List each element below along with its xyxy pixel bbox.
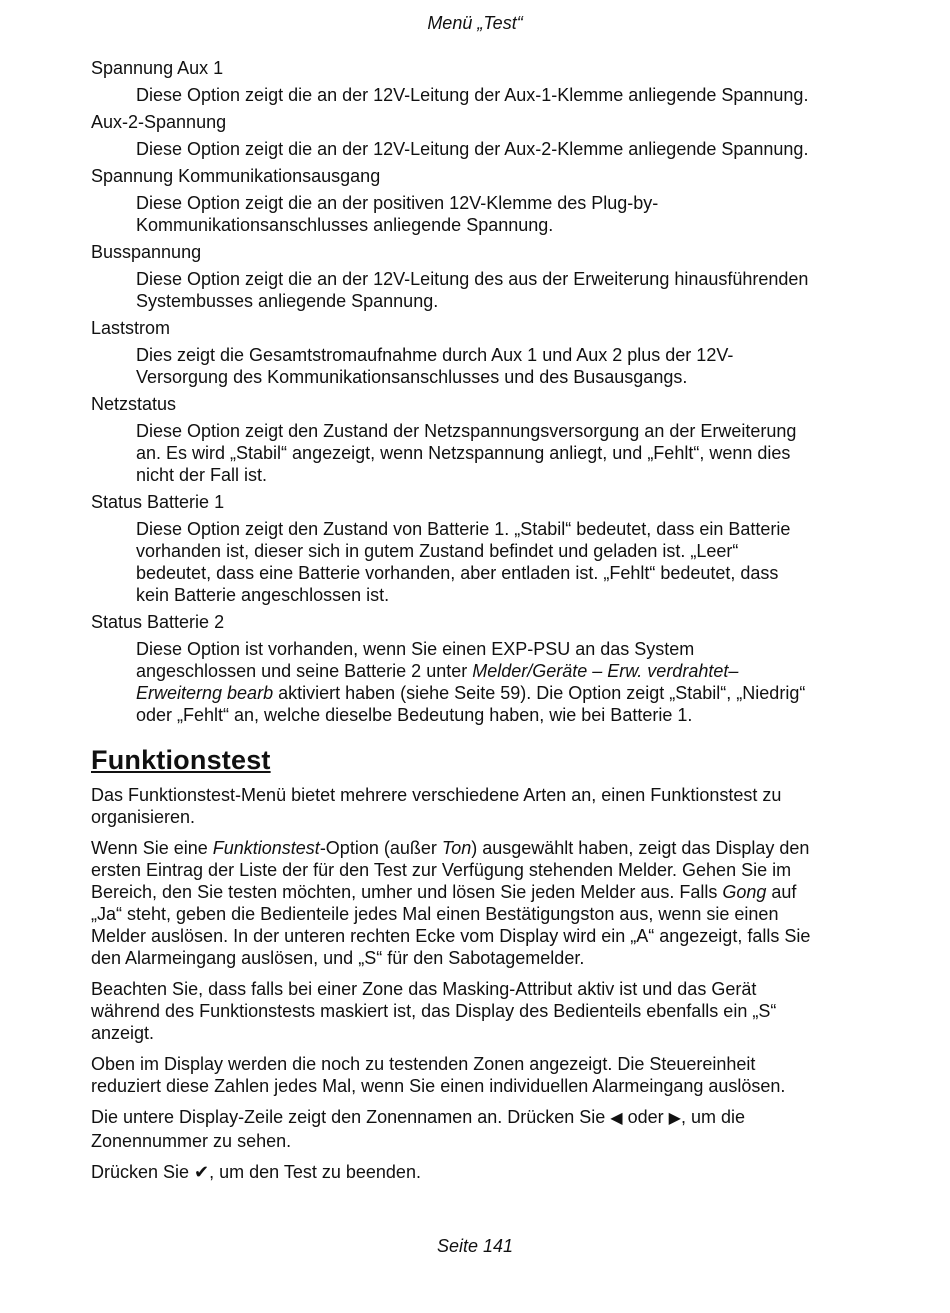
- option-term: Netzstatus: [91, 394, 177, 414]
- italic-term: Funktionstest: [212, 838, 320, 858]
- option-term: Laststrom: [91, 318, 171, 338]
- text-line: Systembusses anliegende Spannung.: [136, 291, 439, 311]
- text-line: organisieren.: [91, 807, 196, 827]
- text-line: oder „Fehlt“ an, welche dieselbe Bedeutung haben, wie bei Batterie 1.: [136, 705, 693, 725]
- option-term: Spannung Kommunikationsausgang: [91, 166, 381, 186]
- text-run: ) ausgewählt haben, zeigt das Display den: [471, 838, 810, 858]
- text-run: Die untere Display-Zeile zeigt den Zonennamen an. Drücken Sie: [91, 1107, 611, 1127]
- text-line: Diese Option zeigt die an der 12V-Leitung des aus der Erweiterung hinausführenden: [136, 269, 809, 289]
- text-line: Dies zeigt die Gesamtstromaufnahme durch Aux 1 und Aux 2 plus der 12V-: [136, 345, 734, 365]
- menu-path-text: Melder/Geräte – Erw. verdrahtet–: [472, 661, 739, 681]
- right-arrow-key-icon: ▶: [668, 1110, 681, 1127]
- checkmark-key-icon: ✔: [194, 1162, 210, 1182]
- text-run: -Option (außer: [319, 838, 442, 858]
- text-line: Diese Option zeigt den Zustand von Batterie 1. „Stabil“ bedeutet, dass ein Batterie: [136, 519, 791, 539]
- text-run: Drücken Sie: [91, 1162, 195, 1182]
- paragraph: [91, 837, 871, 969]
- option-term: Aux-2-Spannung: [91, 112, 227, 132]
- left-arrow-key-icon: ◀: [610, 1110, 623, 1127]
- option-description: [136, 638, 871, 726]
- option-description: [136, 420, 871, 486]
- text-line: Melder auslösen. In der unteren rechten Ecke vom Display wird ein „A“ angezeigt, falls Sie: [91, 926, 811, 946]
- text-line: vorhanden ist, dieser sich in gutem Zustand befindet und geladen ist. „Leer“: [136, 541, 739, 561]
- text-line: Versorgung des Kommunikationsanschlusses und des Busausgangs.: [136, 367, 688, 387]
- text-run: auf: [766, 882, 797, 902]
- menu-path-text: Erweiterng bearb: [136, 683, 274, 703]
- option-term: Status Batterie 2: [91, 612, 225, 632]
- section-heading: Funktionstest: [91, 745, 271, 775]
- text-line: Diese Option zeigt die an der 12V-Leitung der Aux-1-Klemme anliegende Spannung.: [136, 85, 809, 105]
- text-line: Das Funktionstest-Menü bietet mehrere verschiedene Arten an, einen Funktionstest zu: [91, 785, 782, 805]
- text-line: Zonennummer zu sehen.: [91, 1131, 292, 1151]
- option-term: Status Batterie 1: [91, 492, 225, 512]
- text-run: aktiviert haben (siehe Seite 59). Die Option zeigt „Stabil“, „Niedrig“: [273, 683, 806, 703]
- text-run: oder: [622, 1107, 669, 1127]
- text-line: Diese Option ist vorhanden, wenn Sie einen EXP-PSU an das System: [136, 639, 695, 659]
- paragraph: [91, 784, 871, 828]
- text-line: kein Batterie angeschlossen ist.: [136, 585, 390, 605]
- text-line: [136, 682, 871, 704]
- text-line: Oben im Display werden die noch zu testenden Zonen angezeigt. Die Steuereinheit: [91, 1054, 756, 1074]
- option-description: [136, 84, 871, 106]
- option-description: [136, 268, 871, 312]
- content: [91, 57, 871, 1192]
- text-line: anzeigt.: [91, 1023, 155, 1043]
- text-run: Bereich, den Sie testen möchten, umher und lösen Sie jeden Melder aus. Falls: [91, 882, 723, 902]
- text-line: reduziert diese Zahlen jedes Mal, wenn Sie einen individuellen Alarmeingang auslösen.: [91, 1076, 786, 1096]
- text-line: Beachten Sie, dass falls bei einer Zone das Masking-Attribut aktiv ist und das Gerät: [91, 979, 757, 999]
- text-run: angeschlossen und seine Batterie 2 unter: [136, 661, 473, 681]
- text-line: den Alarmeingang auslösen, und „S“ für den Sabotagemelder.: [91, 948, 585, 968]
- italic-term: Ton: [441, 838, 472, 858]
- text-line: an. Es wird „Stabil“ angezeigt, wenn Netzspannung anliegt, und „Fehlt“, wenn dies: [136, 443, 791, 463]
- text-line: Diese Option zeigt die an der 12V-Leitung der Aux-2-Klemme anliegende Spannung.: [136, 139, 809, 159]
- text-line: Kommunikationsanschlusses anliegende Spannung.: [136, 215, 554, 235]
- text-line: „Ja“ steht, geben die Bedienteile jedes Mal einen Bestätigungston aus, wenn sie einen: [91, 904, 779, 924]
- text-line: [136, 660, 871, 682]
- paragraph: [91, 1053, 871, 1097]
- option-description: [136, 138, 871, 160]
- paragraph: [91, 1106, 871, 1152]
- paragraph: [91, 978, 871, 1044]
- text-run: , um die: [680, 1107, 745, 1127]
- option-description: [136, 192, 871, 236]
- running-header: Menü „Test“: [427, 13, 523, 33]
- text-line: bedeutet, dass eine Batterie vorhanden, aber entladen ist. „Fehlt“ bedeutet, dass: [136, 563, 779, 583]
- paragraph: [91, 1161, 871, 1183]
- text-line: ersten Eintrag der Liste der für den Test zur Verfügung stehenden Melder. Gehen Sie im: [91, 860, 792, 880]
- text-line: nicht der Fall ist.: [136, 465, 268, 485]
- option-description: [136, 518, 871, 606]
- text-run: , um den Test zu beenden.: [209, 1162, 421, 1182]
- text-run: Wenn Sie eine: [91, 838, 213, 858]
- text-line: Diese Option zeigt den Zustand der Netzspannungsversorgung an der Erweiterung: [136, 421, 797, 441]
- page-number: Seite 141: [436, 1236, 514, 1256]
- option-term: Spannung Aux 1: [91, 58, 224, 78]
- italic-term: Gong: [722, 882, 767, 902]
- option-description: [136, 344, 871, 388]
- option-term: Busspannung: [91, 242, 202, 262]
- text-line: während des Funktionstests maskiert ist, das Display des Bedienteils ebenfalls ein „S“: [91, 1001, 777, 1021]
- text-line: Diese Option zeigt die an der positiven 12V-Klemme des Plug-by-: [136, 193, 659, 213]
